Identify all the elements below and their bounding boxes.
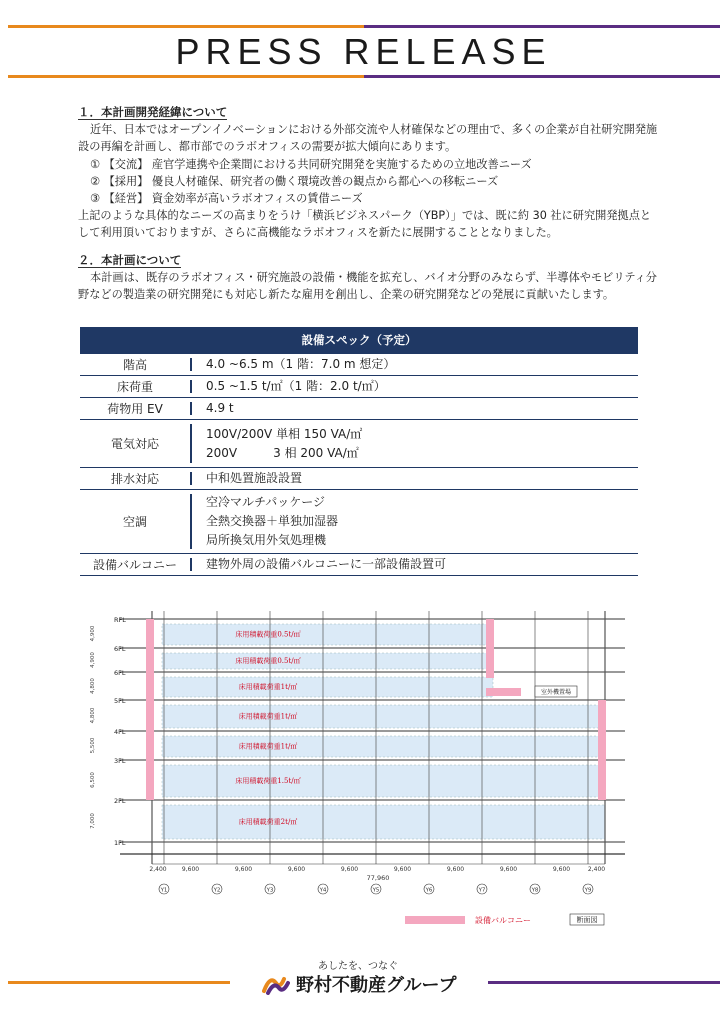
axis-label: Y5 [372,887,380,894]
floor-height-label: 4,800 [90,707,96,724]
spec-table [80,327,638,576]
spec-value [192,354,638,375]
spec-value [192,398,638,419]
list-item: ② 【採用】 優良人材確保、研究者の働く環境改善の観点から都心への移転ニーズ [90,174,499,188]
balcony-left [146,619,154,800]
balcony-roof [486,688,521,696]
balcony-upper-right [486,619,494,678]
floor-load-label: 床用積載荷重0.5t/㎡ [235,657,301,665]
floor-area [162,805,605,839]
floor-area [162,624,493,645]
floor-label: 6FL [114,645,126,653]
floor-load-label: 床用積載荷重2t/㎡ [238,818,298,826]
footer-rule-right [488,981,720,984]
spec-value-line: 建物外周の設備バルコニーに一部設備設置可 [206,557,447,571]
span-dimension: 9,600 [393,866,412,873]
section2-body: 本計画は、既存のラボオフィス・研究施設の設備・機能を拡充し、バイオ分野のみならず、半導体やモビリティ分野などの製造業の研究開発にも対応し新たな雇用を創出し、企業の研究開発などの発展に貢献いたします。 [78,270,657,302]
floor-load-label: 床用積載荷重1t/㎡ [238,742,298,751]
span-dimension: 9,600 [234,866,253,873]
span-dimension: 2,400 [587,866,606,873]
floor-height-label: 5,500 [90,737,96,754]
floor-area [162,765,605,797]
axis-label: Y1 [160,887,168,894]
axis-label: Y2 [213,887,221,894]
span-dimension: 2,400 [149,866,167,873]
axis-label: Y4 [319,887,327,894]
floor-label: 6FL [114,669,126,677]
floor-label: 3FL [114,757,126,765]
spec-row [80,354,638,376]
header-bottom-rule [8,75,720,78]
axis-label: Y7 [478,887,486,894]
spec-label: 荷物用 EV [107,402,163,416]
floor-height-label: 4,900 [90,652,96,668]
span-dimension: 9,600 [340,866,359,873]
spec-label: 排水対応 [110,472,159,486]
spec-value-line: 局所換気用外気処理機 [206,533,327,547]
body-text [78,104,658,303]
span-dimension: 9,600 [552,866,571,873]
floor-height-label: 7,000 [90,813,96,829]
floor-height-label: 6,500 [90,772,96,788]
list-item: ③ 【経営】 資金効率が高いラボオフィスの賃借ニーズ [90,192,363,206]
floor-label: 5FL [114,697,126,705]
axis-label: Y9 [584,887,592,894]
spec-value-line: 100V/200V 単相 150 VA/㎡ [206,426,363,441]
span-dimension: 9,600 [499,866,518,873]
spec-row [80,376,638,398]
company-name: 野村不動産グループ [296,975,457,996]
section2-heading: ２．本計画について [78,252,182,267]
spec-label: 階高 [122,358,147,372]
spec-value-line: 200V 3 相 200 VA/㎡ [206,445,359,460]
spec-value [192,468,638,489]
legend-label: 設備バルコニー [475,916,531,925]
floor-height-label: 4,900 [90,625,96,642]
span-dimension: 9,600 [446,866,465,873]
floor-load-label: 床用積載荷重0.5t/㎡ [235,630,301,639]
spec-row [80,490,638,554]
span-dimension: 9,600 [181,866,200,873]
spec-value-line: 4.0 ~6.5 m（1 階：7.0 m 想定） [206,357,396,371]
spec-value-line: 空冷マルチパッケージ [206,495,326,509]
footer-tagline: あしたを、つなぐ [318,961,398,972]
floor-area [162,705,605,728]
floor-label: RFL [114,616,126,624]
outdoor-unit-label: 室外機置場 [540,689,572,696]
floor-load-label: 床用積載荷重1.5t/㎡ [235,777,301,785]
axis-label: Y3 [266,887,274,894]
floor-label: 2FL [114,797,126,805]
spec-label: 床荷重 [116,380,153,394]
legend-swatch [405,916,465,924]
spec-value-line: 0.5 ~1.5 t/㎡（1 階：2.0 t/㎡） [206,379,386,393]
spec-table-title: 設備スペック（予定） [80,327,638,354]
spec-value [192,490,638,553]
axis-label: Y8 [531,887,539,894]
spec-value-line: 4.9 t [206,401,234,415]
page-title: PRESS RELEASE [175,31,552,72]
spec-label: 電気対応 [110,437,159,451]
spec-label: 設備バルコニー [92,558,177,572]
nomura-logo-icon [262,973,290,995]
spec-row [80,398,638,420]
floor-area [162,736,605,757]
company-logo [262,971,457,997]
spec-value [192,554,638,575]
floor-load-label: 床用積載荷重1t/㎡ [238,683,298,691]
header-top-rule [8,25,720,28]
axis-label: Y6 [425,887,433,894]
spec-value-line: 中和処置施設設置 [206,471,303,485]
floor-area [162,677,493,697]
spec-row [80,420,638,468]
section-label: 断面図 [576,916,598,924]
balcony-right [598,700,606,800]
total-span-dimension: 77,960 [366,874,390,882]
spec-label: 空調 [122,515,147,529]
list-item: ① 【交流】 産官学連携や企業間における共同研究開発を実施するための立地改善ニーズ [90,157,532,171]
floor-height-label: 4,800 [90,678,96,694]
section1-outro: 上記のような具体的なニーズの高まりをうけ「横浜ビジネスパーク（YBP）」では、既に約 30 社に研究開発拠点として利用頂いておりますが、さらに高機能なラボオフィスを新たに展開することとなりました。 [78,209,652,240]
floor-label: 1FL [114,839,126,847]
spec-row [80,554,638,576]
footer-rule-left [8,981,230,984]
floor-load-label: 床用積載荷重1t/㎡ [238,712,298,721]
spec-value [192,420,638,467]
spec-value-line: 全熱交換器＋単独加湿器 [206,514,339,528]
spec-row [80,468,638,490]
floor-area [162,653,493,669]
span-dimension: 9,600 [287,866,306,873]
spec-value [192,376,638,397]
section1-list [78,156,658,208]
section1-heading: １．本計画開発経緯について [78,105,228,119]
section1-intro: 近年、日本ではオープンイノベーションにおける外部交流や人材確保などの理由で、多くの企業が自社研究開発施設の再編を計画し、都市部でのラボオフィスの需要が拡大傾向にあります。 [78,123,658,154]
floor-label: 4FL [114,728,126,736]
section-drawing [80,604,646,926]
